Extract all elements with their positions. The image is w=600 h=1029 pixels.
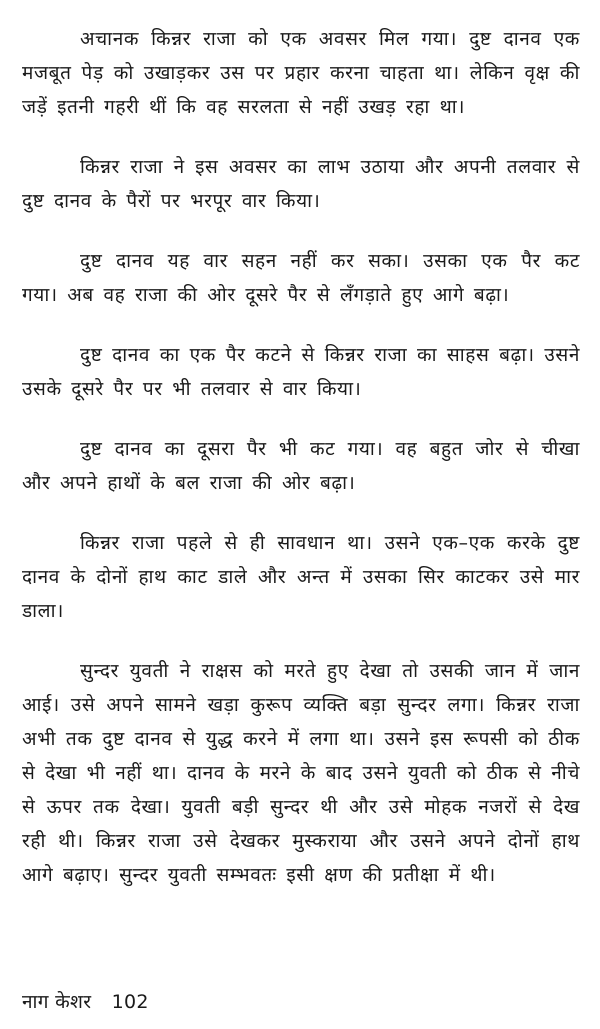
paragraph-5: दुष्ट दानव का दूसरा पैर भी कट गया। वह बहुत जोर से चीखा और अपने हाथों के बल राजा की ओर बढ़ा।	[22, 438, 580, 494]
page-body	[22, 22, 580, 918]
paragraph-7: सुन्दर युवती ने राक्षस को मरते हुए देखा तो उसकी जान में जान आई। उसे अपने सामने खड़ा कुरूप व्यक्ति बड़ा सुन्दर लगा। किन्नर राजा अभी तक दुष्ट दानव से युद्ध करने में लगा था। उसने इस रूपसी को ठीक से देखा भी नहीं था। दानव के मरने के बाद उसने युवती को ठीक से नीचे से ऊपर तक देखा। युवती बड़ी सुन्दर थी और उसे मोहक नजरों से देख रही थी। किन्नर राजा उसे देखकर मुस्कराया और उसने अपने दोनों हाथ आगे बढ़ाए। सुन्दर युवती सम्भवतः इसी क्षण की प्रतीक्षा में थी।	[22, 660, 580, 886]
page-number: 102	[111, 991, 149, 1013]
paragraph-3: दुष्ट दानव यह वार सहन नहीं कर सका। उसका एक पैर कट गया। अब वह राजा की ओर दूसरे पैर से लँगड़ाते हुए आगे बढ़ा।	[22, 250, 580, 306]
paragraph-1: अचानक किन्नर राजा को एक अवसर मिल गया। दुष्ट दानव एक मजबूत पेड़ को उखाड़कर उस पर प्रहार करना चाहता था। लेकिन वृक्ष की जड़ें इतनी गहरी थीं कि वह सरलता से नहीं उखड़ रहा था।	[22, 28, 580, 118]
paragraph-4: दुष्ट दानव का एक पैर कटने से किन्नर राजा का साहस बढ़ा। उसने उसके दूसरे पैर पर भी तलवार से वार किया।	[22, 344, 580, 400]
page-footer	[22, 988, 149, 1014]
book-title: नाग केशर	[22, 991, 92, 1013]
paragraph-6: किन्नर राजा पहले से ही सावधान था। उसने एक–एक करके दुष्ट दानव के दोनों हाथ काट डाले और अन्त में उसका सिर काटकर उसे मार डाला।	[22, 532, 580, 622]
paragraph-2: किन्नर राजा ने इस अवसर का लाभ उठाया और अपनी तलवार से दुष्ट दानव के पैरों पर भरपूर वार किया।	[22, 156, 580, 212]
